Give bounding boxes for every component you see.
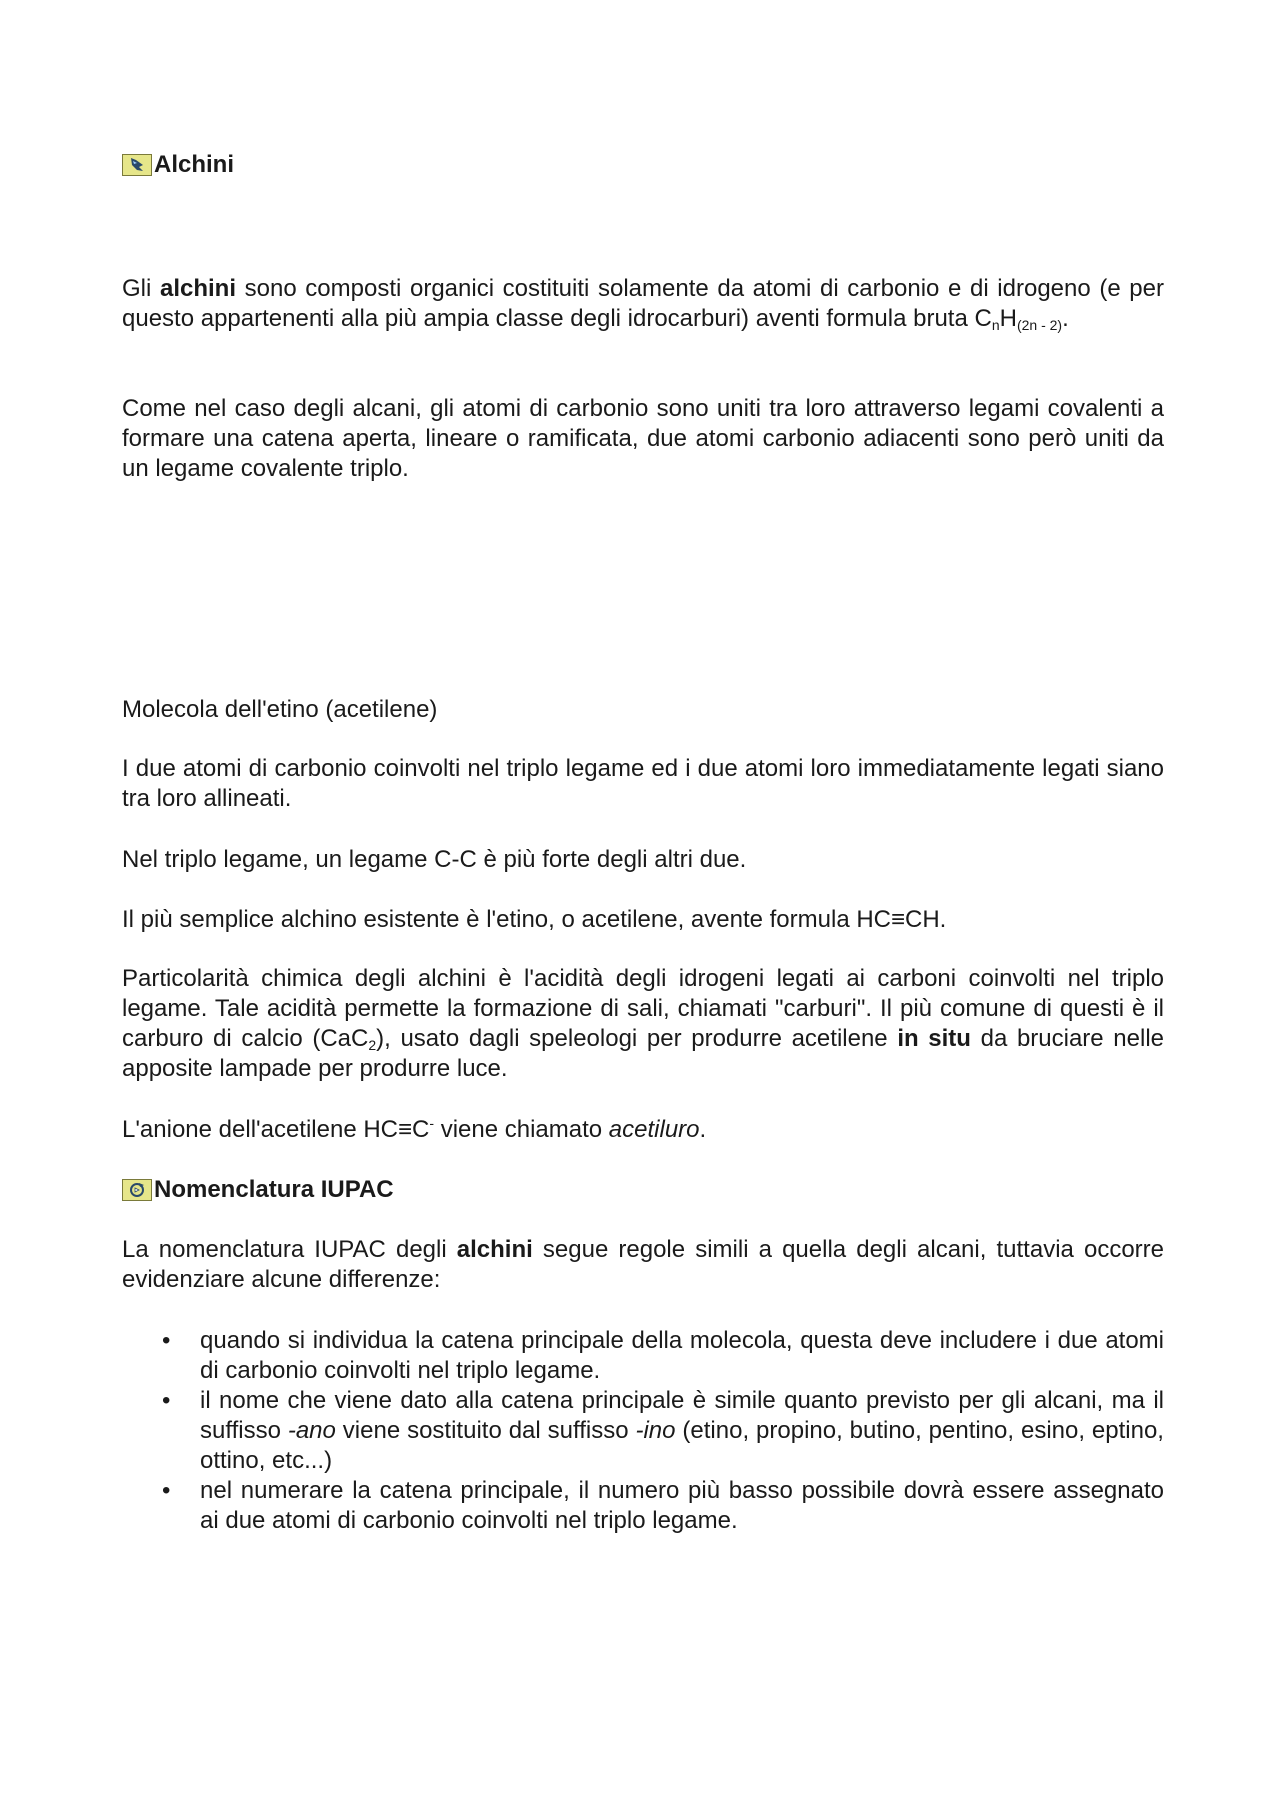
paragraph-alignment: I due atomi di carbonio coinvolti nel triplo legame ed i due atomi loro immediatamente legati siano tra loro allineati.	[122, 755, 1164, 812]
paragraph-acidity: Particolarità chimica degli alchini è l'acidità degli idrogeni legati ai carboni coinvolti nel triplo legame. Tale acidità permette la formazione di sali, chiamati "carburi". Il più comune di questi è il carburo di calcio (CaC$_2$), usato dagli speleologi per produrre acetilene in situ da bruciare nelle apposite lampade per produrre luce.	[122, 965, 1164, 1082]
paragraph-iupac-intro: La nomenclatura IUPAC degli alchini segue regole simili a quella degli alcani, tuttavia occorre evidenziare alcune differenze:	[122, 1236, 1165, 1293]
section-heading-iupac	[122, 1175, 394, 1205]
section-title: Alchini	[154, 151, 235, 178]
paragraph-structure: Come nel caso degli alcani, gli atomi di carbonio sono uniti tra loro attraverso legami covalenti a formare una catena aperta, lineare o ramificata, due atomi carbonio adiacenti sono però uniti da un legame covalente triplo.	[122, 395, 1164, 482]
list-item: • quando si individua la catena principale della molecola, questa deve includere i due atomi di carbonio coinvolti nel triplo legame.	[162, 1327, 1164, 1384]
pointing-hand-icon	[122, 154, 152, 176]
section-title: Nomenclatura IUPAC	[154, 1176, 394, 1203]
rotating-hand-icon	[122, 1179, 152, 1201]
bullet-icon: •	[162, 1327, 171, 1354]
figure-caption: Molecola dell'etino (acetilene)	[122, 696, 438, 723]
formula-bruta: $C_nH_{(2n - 2)}$.	[974, 305, 1069, 333]
bullet-icon: •	[162, 1477, 171, 1504]
list-item: • il nome che viene dato alla catena principale è simile quanto previsto per gli alcani, ma il suffisso -ano viene sostituito dal suffisso -ino (etino, propino, butino, pentino, esino, eptino, ottino, etc...)	[162, 1387, 1164, 1474]
bullet-icon: •	[162, 1387, 171, 1414]
section-heading-alchini	[122, 150, 234, 180]
rules-list	[122, 1326, 1164, 1536]
paragraph-bond-strength: Nel triplo legame, un legame C-C è più forte degli altri due.	[122, 846, 747, 873]
paragraph-acetylide: L'anione dell'acetilene HC≡C- viene chiamato acetiluro.	[122, 1115, 707, 1143]
paragraph-ethyne: Il più semplice alchino esistente è l'etino, o acetilene, avente formula HC≡CH.	[122, 906, 947, 933]
list-item: • nel numerare la catena principale, il numero più basso possibile dovrà essere assegnato ai due atomi di carbonio coinvolti nel triplo legame.	[162, 1477, 1164, 1534]
paragraph-definition: Gli alchini sono composti organici costituiti solamente da atomi di carbonio e di idrogeno (e per questo appartenenti alla più ampia classe degli idrocarburi) aventi formula bruta $C_nH_{(2n - 2)}$.	[122, 275, 1164, 333]
